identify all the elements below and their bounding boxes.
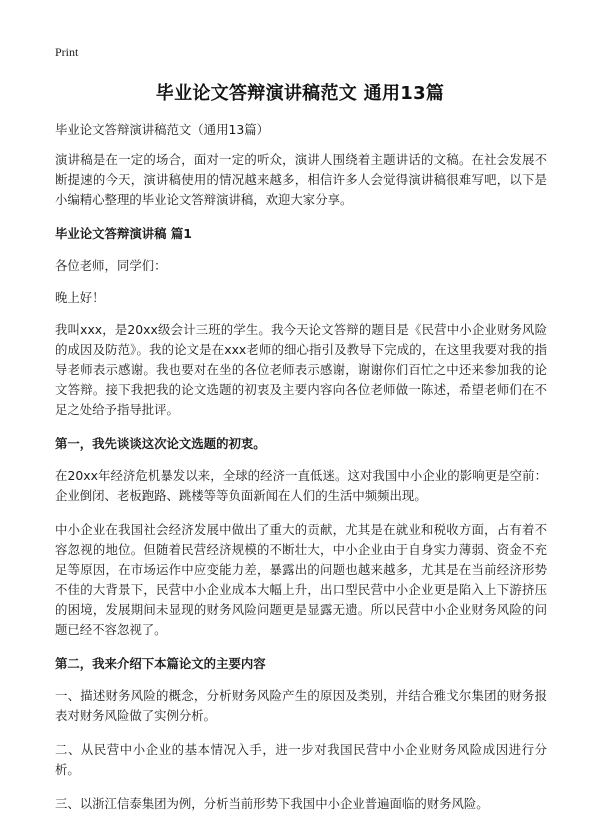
- greeting-paragraph: 各位老师，同学们：: [55, 258, 167, 273]
- heading-main-content: 第二，我来介绍下本篇论文的主要内容: [55, 656, 266, 671]
- article-subtitle: 毕业论文答辩演讲稿范文（通用13篇）: [55, 122, 270, 137]
- content-item-1: 一、描述财务风险的概念，分析财务风险产生的原因及类别，并结合雅戈尔集团的财务报表对财务风险做了实例分析。: [55, 688, 547, 723]
- content-item-2: 二、从民营中小企业的基本情况入手，进一步对我国民营中小企业财务风险成因进行分析。: [55, 742, 547, 777]
- body-paragraph-3: 中小企业在我国社会经济发展中做出了重大的贡献，尤其是在就业和税收方面，占有着不容忽视的地位。但随着民营经济规模的不断壮大，中小企业由于自身实力薄弱、资金不充足等原因，在市场运作中应变能力差，暴露出的问题也越来越多，尤其是在当前经济形势不佳的大背景下，民营中小企业成本大幅上升，出口型民营中小企业更是陷入上下游挤压的困境，发展期间未显现的财务风险问题更是显露无遗。所以民营中小企业财务风险的问题已经不容忽视了。: [55, 522, 547, 637]
- content-item-3: 三、以浙江信泰集团为例，分析当前形势下我国中小企业普遍面临的财务风险。: [55, 796, 489, 811]
- print-link[interactable]: Print: [55, 45, 79, 59]
- body-paragraph-2: 在20xx年经济危机暴发以来，全球的经济一直低迷。这对我国中小企业的影响更是空前：企业倒闭、老板跑路、跳楼等等负面新闻在人们的生活中频频出现。: [55, 468, 547, 503]
- article-body: [55, 120, 547, 828]
- good-evening-paragraph: 晚上好！: [55, 290, 105, 305]
- intro-paragraph: 演讲稿是在一定的场合，面对一定的听众，演讲人围绕着主题讲话的文稿。在社会发展不断提速的今天，演讲稿使用的情况越来越多，相信许多人会觉得演讲稿很难写吧，以下是小编精心整理的毕业论文答辩演讲稿，欢迎大家分享。: [55, 152, 547, 207]
- heading-topic-origin: 第一，我先谈谈这次论文选题的初衷。: [55, 436, 266, 451]
- section-heading: 毕业论文答辩演讲稿 篇1: [55, 226, 192, 241]
- body-paragraph-1: 我叫xxx，是20xx级会计三班的学生。我今天论文答辩的题目是《民营中小企业财务风险的成因及防范》。我的论文是在xxx老师的细心指引及教导下完成的，在这里我要对我的指导老师表示感谢。我也要对在坐的各位老师表示感谢，谢谢你们百忙之中还来参加我的论文答辩。接下我把我的论文选题的初衷及主要内容向各位老师做一陈述，希望老师们在不足之处给予指导批评。: [55, 322, 547, 417]
- page-title: 毕业论文答辩演讲稿范文 通用13篇: [155, 83, 445, 104]
